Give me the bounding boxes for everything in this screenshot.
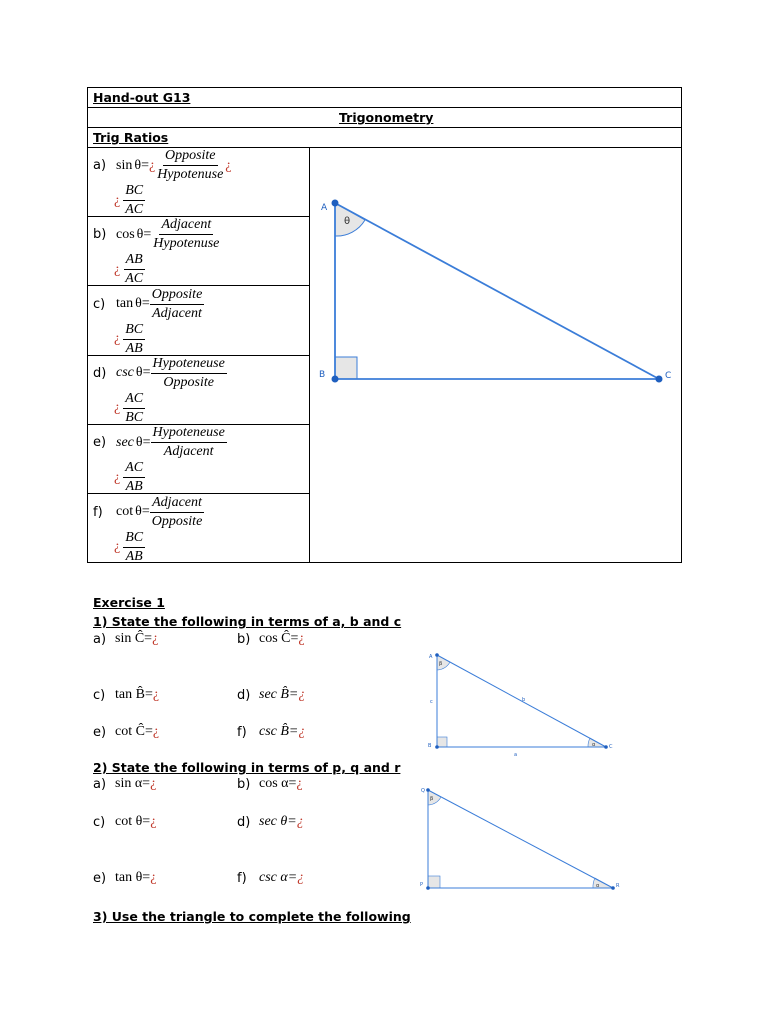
q1-b-expr: cos Ĉ=¿ (259, 631, 305, 646)
ratio-fraction (151, 357, 227, 390)
q2-c-label: c) (93, 814, 106, 830)
main-triangle-diagram (310, 148, 681, 562)
placeholder-mark: ¿ (114, 261, 121, 277)
q2-b-expr: cos α=¿ (259, 776, 303, 791)
theta-symbol: θ (136, 226, 144, 242)
tri1-label-b: B (428, 743, 432, 749)
equals-sign: = (143, 226, 152, 242)
q2-e-expr: tan θ=¿ (115, 870, 157, 885)
ratio-label: d) (93, 365, 107, 381)
tri1-vertex-c (604, 745, 608, 749)
placeholder-mark: ¿ (114, 469, 121, 485)
placeholder-mark: ¿ (150, 870, 157, 885)
placeholder-mark: ¿ (150, 814, 157, 829)
ratio-definition (116, 288, 204, 321)
ratios-column (88, 148, 310, 562)
theta-symbol: θ (135, 365, 143, 381)
vertex-c (656, 376, 663, 383)
q2-f (237, 870, 304, 886)
side-denominator: AB (125, 548, 143, 564)
theta-symbol: θ (135, 434, 143, 450)
tri1-label-a: A (429, 654, 433, 660)
side-numerator: AB (124, 253, 145, 270)
placeholder-mark: ¿ (297, 870, 305, 885)
placeholder-mark: ¿ (298, 631, 305, 646)
ratio-numerator: Adjacent (159, 218, 213, 235)
q1-c-expr: tan B̂=¿ (115, 687, 160, 702)
ratio-denominator: Hypotenuse (153, 236, 220, 252)
ratio-label: c) (93, 296, 106, 312)
q1-c (93, 687, 159, 703)
topic-row (88, 108, 681, 128)
ratio-numerator: Hypoteneuse (151, 426, 227, 443)
tri2-vertex-q (426, 788, 430, 792)
side-numerator: BC (123, 531, 145, 548)
side-denominator: BC (125, 409, 144, 425)
q1-e-label: e) (93, 724, 107, 740)
side-denominator: AB (125, 340, 143, 356)
tri2-alpha-label: α (596, 883, 600, 889)
q1-title: 1) State the following in terms of a, b and c (93, 614, 402, 629)
side-denominator: AC (125, 202, 144, 217)
q3-title: 3) Use the triangle to complete the following (93, 909, 411, 924)
handout-title: Hand-out G13 (93, 90, 191, 105)
label-b: B (319, 370, 326, 380)
ratio-numerator: Opposite (150, 288, 205, 305)
placeholder-mark: ¿ (152, 631, 159, 646)
side-numerator: AC (123, 461, 145, 478)
equals-sign: = (141, 296, 150, 312)
placeholder-mark: ¿ (152, 724, 160, 739)
theta-symbol: θ (135, 504, 142, 519)
tri1-beta-label: β (439, 661, 443, 667)
q1-d-label: d) (237, 687, 251, 703)
q2-d-expr: sec θ=¿ (259, 814, 304, 829)
ratio-numerator: Opposite (163, 149, 218, 166)
side-fraction (123, 323, 145, 356)
subtopic-title: Trig Ratios (93, 130, 169, 145)
q2-d-label: d) (237, 814, 251, 830)
placeholder-mark: ¿ (148, 157, 156, 173)
side-fraction (123, 253, 145, 286)
title-row (88, 88, 681, 108)
q1-a (93, 631, 158, 647)
exercise-title: Exercise 1 (93, 595, 165, 610)
ratio-row (88, 148, 309, 217)
handout-table (87, 87, 682, 563)
ratio-label: e) (93, 435, 107, 451)
ratio-definition (116, 218, 221, 251)
ratio-definition (116, 149, 232, 182)
ratio-denominator: Adjacent (152, 305, 202, 321)
tri1-label-c: C (609, 744, 613, 750)
equals-sign: = (141, 157, 149, 173)
vertex-a (332, 200, 339, 207)
ratio-side-fraction (114, 184, 145, 217)
q2-title: 2) State the following in terms of p, q and r (93, 760, 401, 775)
ratio-side-fraction (114, 253, 145, 286)
side-numerator: AC (123, 392, 145, 409)
placeholder-mark: ¿ (298, 724, 306, 739)
vertex-b (332, 376, 339, 383)
ratio-function: tan (116, 296, 134, 312)
q1-a-label: a) (93, 631, 107, 647)
q1-f-expr: csc B̂=¿ (259, 724, 306, 739)
side-fraction (123, 461, 145, 494)
ratio-row (88, 356, 309, 425)
ratio-label: b) (93, 227, 107, 243)
ratio-row (88, 425, 309, 494)
ratio-definition (116, 496, 204, 529)
q1-e-expr: cot Ĉ=¿ (115, 724, 160, 739)
tri1-right-angle (437, 737, 447, 747)
placeholder-mark: ¿ (114, 400, 121, 416)
q1-f (237, 724, 305, 740)
q2-e-label: e) (93, 870, 107, 886)
tri2-label-r: R (616, 883, 620, 889)
q2-b (237, 776, 303, 792)
q1-d (237, 687, 305, 703)
tri1-alpha-label: α (592, 742, 596, 748)
q1-b-label: b) (237, 631, 251, 647)
label-a: A (321, 203, 328, 213)
side-fraction (123, 184, 145, 217)
equals-sign: = (142, 365, 151, 381)
q2-b-label: b) (237, 776, 251, 792)
tri1-vertex-a (435, 653, 439, 657)
triangle-pqr-diagram (418, 780, 623, 892)
placeholder-mark: ¿ (114, 331, 121, 347)
ratio-row (88, 495, 309, 564)
subtopic-row (88, 128, 681, 148)
q2-a-label: a) (93, 776, 107, 792)
ratio-denominator: Adjacent (163, 444, 214, 460)
tri2-beta-label: β (430, 796, 434, 802)
side-denominator: AC (125, 271, 144, 287)
tri1-side-a-label: a (514, 752, 518, 758)
ratio-denominator: Opposite (163, 374, 214, 390)
label-c: C (665, 371, 672, 381)
ratio-label: f) (93, 504, 103, 520)
placeholder-mark: ¿ (296, 776, 303, 791)
side-numerator: BC (123, 184, 145, 201)
q2-c-expr: cot θ=¿ (115, 814, 157, 829)
side-ac (335, 203, 659, 379)
tri2-label-p: P (420, 882, 424, 888)
tri1-side-b-label: b (522, 697, 526, 703)
q1-a-expr: sin Ĉ=¿ (115, 631, 159, 646)
q2-c (93, 814, 156, 830)
ratio-side-fraction (114, 461, 145, 494)
ratio-side-fraction (114, 392, 145, 425)
ratio-definition (116, 357, 227, 390)
ratio-function: sec (116, 434, 134, 450)
tri2-side-qr (428, 790, 613, 888)
tri2-vertex-p (426, 886, 430, 890)
placeholder-mark: ¿ (150, 776, 157, 791)
side-denominator: AB (125, 479, 143, 495)
theta-symbol: θ (135, 296, 142, 312)
ratio-fraction (151, 426, 227, 459)
ratio-row (88, 217, 309, 286)
ratio-fraction (150, 288, 205, 321)
ratio-row (88, 287, 309, 356)
ratio-function: sin (116, 157, 133, 173)
tri1-side-c-label: c (430, 699, 433, 705)
topic-title: Trigonometry (339, 110, 434, 125)
ratio-fraction (155, 149, 225, 182)
q1-b (237, 631, 305, 647)
equals-sign: = (141, 504, 150, 519)
q2-f-label: f) (237, 870, 247, 886)
q2-a-expr: sin α=¿ (115, 776, 157, 791)
tri2-label-q: Q (421, 788, 425, 794)
ratio-fraction (151, 218, 221, 251)
tri2-right-angle (428, 876, 440, 888)
placeholder-mark: ¿ (296, 814, 304, 829)
side-numerator: BC (123, 323, 145, 340)
ratio-function: cot (116, 504, 134, 519)
ratio-numerator: Hypoteneuse (151, 357, 227, 374)
label-theta: θ (344, 216, 351, 227)
placeholder-mark: ¿ (114, 539, 121, 554)
q2-f-expr: csc α=¿ (259, 870, 305, 885)
right-angle-marker (335, 357, 357, 379)
triangle-abc-diagram (420, 648, 620, 758)
tri1-vertex-b (435, 745, 439, 749)
placeholder-mark: ¿ (225, 157, 232, 173)
ratio-label: a) (93, 158, 107, 173)
side-fraction (123, 531, 145, 564)
side-fraction (123, 392, 145, 425)
q2-e (93, 870, 156, 886)
q1-f-label: f) (237, 724, 247, 740)
ratio-denominator: Hypotenuse (157, 167, 224, 182)
ratio-denominator: Opposite (151, 513, 203, 529)
ratio-function: cos (116, 226, 135, 242)
equals-sign: = (142, 434, 151, 450)
placeholder-mark: ¿ (114, 192, 121, 208)
ratio-side-fraction (114, 323, 145, 356)
ratio-function: csc (116, 365, 134, 381)
tri2-vertex-r (611, 886, 615, 890)
q2-a (93, 776, 156, 792)
q1-d-expr: sec B̂=¿ (259, 687, 306, 702)
ratio-fraction (150, 496, 205, 529)
ratio-side-fraction (114, 531, 145, 564)
q1-e (93, 724, 159, 740)
q1-c-label: c) (93, 687, 106, 703)
q2-d (237, 814, 304, 830)
theta-symbol: θ (134, 157, 142, 173)
placeholder-mark: ¿ (298, 687, 306, 702)
ratio-definition (116, 426, 227, 459)
ratio-numerator: Adjacent (150, 496, 204, 513)
placeholder-mark: ¿ (152, 687, 160, 702)
